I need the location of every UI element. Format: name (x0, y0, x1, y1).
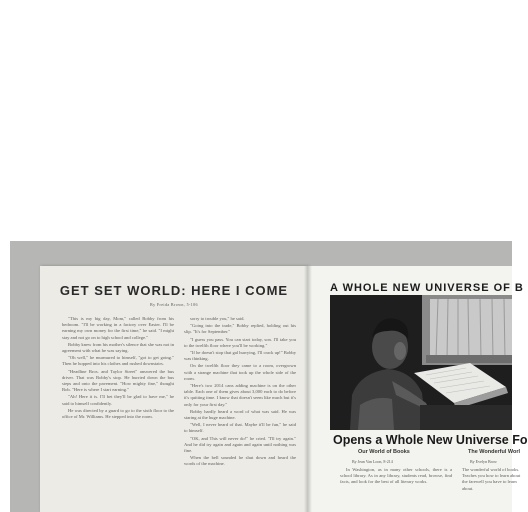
paragraph: "Going into the trade," Bobby replied, holding out his slip. "It's for September." (184, 323, 296, 335)
photo-illustration (330, 295, 512, 430)
right-column (340, 467, 452, 512)
paragraph: sorry to trouble you," he said. (190, 316, 245, 321)
paragraph: "OK, and This will never do!" he cried. "I'll try again." And he did try again and again and again until nothing was fine. (184, 435, 296, 454)
article-headline: GET SET WORLD: HERE I COME (59, 283, 289, 298)
right-headline: A WHOLE NEW UNIVERSE OF B (330, 282, 524, 294)
paragraph: When the bell sounded he shut down and heard the words of the machine. (184, 455, 296, 467)
side-column (462, 467, 522, 512)
paragraph: "Ah! Here it is. I'll bet they'll be glad to have me," he said to himself confidently. (62, 394, 174, 406)
paragraph: "Headline Bros. and Taylor Street" answered the bus driver. That was Bobby's stop. He hurried down the bus steps and onto the pavement. "How mighty fine," thought Bob. "Here is where I start earning." (62, 368, 174, 393)
paragraph: Bobby knew from his mother's silence that she was not in agreement with what he was saying. (62, 341, 174, 354)
paragraph: "If he doesn't stop that gal hurrying, I'll crack up!" Bobby was thinking. (184, 350, 296, 362)
paragraph: The wonderful world of books. Teaches you how to learn about the farewell you have to learn about. (462, 467, 521, 491)
section-title: Our World of Books (358, 449, 410, 455)
paragraph: "Oh well," he murmured to himself, "got to get going." Then he hopped into his clothes and rushed downstairs. (62, 355, 174, 367)
paragraph: "Well, I never heard of that. Maybe it'll be fun," he said to himself. (184, 422, 296, 434)
paragraph: "I guess you pass. You can start today, son. I'll take you to the twelfth floor where you'll be working." (184, 336, 296, 348)
paragraph: On the twelfth floor they came to a room, overgrown with a strange machine that took up the whole side of the room. (184, 363, 296, 381)
paragraph: "This is my big day, Mom," called Bobby from his bedroom. "I'll be working in a factory over Easter. I'll be earning my own money for the first time," he said. "I might stay and not go on to high school and college." (62, 316, 174, 340)
article-column-1 (62, 316, 174, 512)
article-column-2 (184, 316, 296, 512)
paragraph: Bobby hardly heard a word of what was said. He was staring at the huge machine. (184, 408, 296, 421)
page-gutter (304, 266, 312, 512)
reading-boy-photo (330, 295, 512, 430)
side-title: The Wonderful Worl (468, 449, 521, 455)
paragraph: He was directed by a guard to go to the sixth floor to the office of Mr. Williams. He stepped into the room. (62, 407, 174, 420)
side-byline: By Evelyn Brow (470, 459, 497, 464)
paragraph: In Washington, as in many other schools, there is a school library. As in any library, students read, browse, find facts, and look for the best of all literary works. (340, 467, 452, 485)
paragraph: "Here's two 2014 cans adding machine is on the other table. Each one of them gives about 3,000 each to do before it's quitting time. I know that doesn't seem like much but it's only for your first day." (184, 383, 296, 407)
right-subhead: Opens a Whole New Universe Fo (333, 433, 528, 447)
right-byline: By Jean Van Loon, 8-214 (352, 459, 393, 464)
article-byline: By Freida Brown, 5-106 (150, 302, 198, 307)
